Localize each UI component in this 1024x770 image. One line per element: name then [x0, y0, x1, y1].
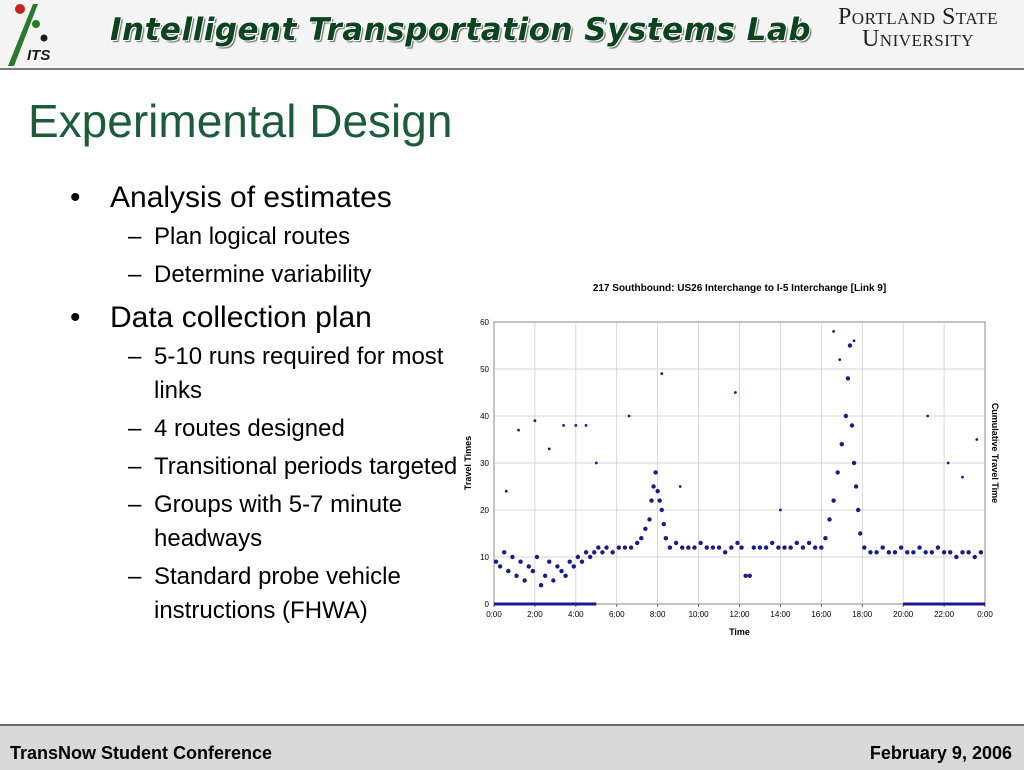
x-tick-label: 2:00: [527, 610, 543, 619]
data-point: [758, 545, 762, 549]
sub-bullet: – Transitional periods targeted: [128, 453, 458, 480]
y-axis-label: Travel Times: [463, 435, 473, 491]
data-point: [658, 498, 662, 502]
outlier-point: [734, 391, 737, 394]
sub-bullet-text: Groups with 5-7 minute headways: [154, 491, 403, 552]
data-point: [782, 545, 786, 549]
data-point: [617, 545, 621, 549]
x-tick-label: 4:00: [568, 610, 584, 619]
outlier-point: [585, 424, 588, 427]
sub-bullet: – Groups with 5-7 minute headways: [128, 491, 403, 552]
outlier-point: [832, 330, 835, 333]
outlier-point: [534, 419, 537, 422]
data-point: [852, 461, 856, 465]
data-point: [899, 545, 903, 549]
data-point: [739, 545, 743, 549]
data-point: [629, 545, 633, 549]
outlier-point: [779, 509, 782, 512]
data-point: [647, 517, 651, 521]
data-point: [844, 414, 848, 418]
data-point: [823, 536, 827, 540]
data-point: [555, 564, 559, 568]
data-point: [623, 545, 627, 549]
data-point: [960, 550, 964, 554]
sub-bullet-text: Transitional periods targeted: [154, 453, 458, 480]
data-point: [506, 569, 510, 573]
sub-bullet: – Standard probe vehicle instructions (FHWA): [128, 563, 401, 624]
data-point: [651, 484, 655, 488]
data-point: [827, 517, 831, 521]
bullet-list: [70, 180, 470, 628]
data-point: [635, 541, 639, 545]
data-point: [559, 569, 563, 573]
x-tick-label: 10:00: [688, 610, 709, 619]
data-point: [539, 583, 543, 587]
data-point: [604, 545, 608, 549]
data-point: [572, 564, 576, 568]
data-point: [856, 508, 860, 512]
outlier-point: [947, 462, 950, 465]
data-point: [717, 545, 721, 549]
data-point: [494, 560, 498, 564]
data-point: [819, 545, 823, 549]
data-point: [686, 545, 690, 549]
data-point: [776, 545, 780, 549]
data-point: [592, 550, 596, 554]
data-point: [514, 574, 518, 578]
y2-axis-label: Cumulative Travel Time: [990, 402, 1000, 504]
data-point: [801, 545, 805, 549]
data-point: [655, 489, 659, 493]
data-point: [764, 545, 768, 549]
data-point: [502, 550, 506, 554]
data-point: [752, 545, 756, 549]
data-point: [917, 545, 921, 549]
data-point: [668, 545, 672, 549]
header-banner: [0, 0, 1024, 70]
data-point: [698, 541, 702, 545]
outlier-point: [517, 429, 520, 432]
x-tick-label: 18:00: [852, 610, 873, 619]
data-point: [973, 555, 977, 559]
data-point: [942, 550, 946, 554]
x-tick-label: 14:00: [770, 610, 791, 619]
data-point: [813, 545, 817, 549]
data-point: [723, 550, 727, 554]
data-point: [893, 550, 897, 554]
data-point: [854, 484, 858, 488]
outlier-point: [505, 490, 508, 493]
data-point: [948, 550, 952, 554]
x-tick-label: 8:00: [649, 610, 666, 619]
outlier-point: [562, 424, 565, 427]
y-tick-label: 30: [480, 459, 489, 468]
data-point: [639, 536, 643, 540]
data-point: [850, 423, 854, 427]
bullet-text: Analysis of estimates: [110, 181, 392, 214]
data-point: [848, 343, 852, 347]
university-line1: Portland State: [837, 4, 999, 30]
data-point: [836, 470, 840, 474]
data-point: [576, 555, 580, 559]
data-point: [596, 545, 600, 549]
outlier-point: [679, 485, 682, 488]
data-point: [930, 550, 934, 554]
data-point: [674, 541, 678, 545]
outlier-point: [838, 358, 841, 361]
outlier-point: [853, 339, 856, 342]
footer-date: February 9, 2006: [869, 743, 1012, 763]
data-point: [584, 550, 588, 554]
outlier-point: [926, 415, 929, 418]
y-tick-label: 50: [480, 365, 489, 374]
data-point: [954, 555, 958, 559]
data-point: [936, 545, 940, 549]
data-point: [858, 531, 862, 535]
data-point: [831, 498, 835, 502]
data-point: [711, 545, 715, 549]
data-point: [535, 555, 539, 559]
data-point: [567, 560, 571, 564]
data-point: [743, 574, 747, 578]
data-point: [522, 578, 526, 582]
data-point: [748, 574, 752, 578]
bullet-section-heading: • Data collection plan: [70, 301, 372, 334]
sub-bullet-text: Plan logical routes: [154, 223, 351, 250]
slide-title: Experimental Design: [28, 95, 453, 147]
its-logo-text: ITS: [27, 47, 51, 64]
outlier-point: [574, 424, 577, 427]
data-point: [966, 550, 970, 554]
data-point: [868, 550, 872, 554]
x-tick-label: 0:00: [486, 610, 502, 619]
data-point: [580, 560, 584, 564]
x-axis-label: Time: [729, 627, 750, 637]
data-point: [531, 569, 535, 573]
footer-bar: [0, 724, 1024, 770]
data-point: [735, 541, 739, 545]
university-logo: [818, 6, 1018, 50]
data-point: [527, 564, 531, 568]
outlier-point: [975, 438, 978, 441]
travel-time-chart: [455, 272, 1015, 652]
data-point: [846, 376, 850, 380]
y-tick-label: 10: [480, 553, 489, 562]
data-point: [643, 527, 647, 531]
sub-bullet: – Determine variability: [128, 261, 372, 288]
bullet-text: Data collection plan: [110, 301, 372, 334]
chart-title: 217 Southbound: US26 Interchange to I-5 Interchange [Link 9]: [592, 283, 887, 294]
data-point: [705, 545, 709, 549]
data-point: [979, 550, 983, 554]
data-point: [862, 545, 866, 549]
data-point: [807, 541, 811, 545]
footer-conference: TransNow Student Conference: [10, 743, 273, 763]
data-point: [881, 545, 885, 549]
outlier-point: [548, 448, 551, 451]
university-line2: University: [861, 26, 975, 52]
data-point: [911, 550, 915, 554]
data-point: [905, 550, 909, 554]
data-point: [543, 574, 547, 578]
data-point: [788, 545, 792, 549]
data-point: [649, 498, 653, 502]
data-point: [874, 550, 878, 554]
sub-bullet-text: 5-10 runs required for most links: [154, 343, 444, 404]
x-tick-label: 6:00: [608, 610, 625, 619]
data-point: [563, 574, 567, 578]
its-logo: [0, 0, 66, 68]
data-point: [660, 508, 664, 512]
x-tick-label: 20:00: [893, 610, 914, 619]
lab-title: Intelligent Transportation Systems Lab: [110, 12, 812, 48]
x-tick-label: 16:00: [811, 610, 832, 619]
sub-bullet: – 5-10 runs required for most links: [128, 343, 444, 404]
y-tick-label: 20: [480, 506, 489, 515]
data-point: [653, 470, 657, 474]
outlier-point: [660, 372, 663, 375]
data-point: [662, 522, 666, 526]
data-point: [588, 555, 592, 559]
x-tick-label: 0:00: [977, 610, 993, 619]
data-point: [729, 545, 733, 549]
outlier-point: [961, 476, 964, 479]
y-tick-label: 0: [484, 600, 489, 609]
x-tick-label: 12:00: [729, 610, 750, 619]
data-point: [840, 442, 844, 446]
y-tick-label: 60: [480, 318, 489, 327]
sub-bullet: – Plan logical routes: [128, 223, 351, 250]
data-point: [680, 545, 684, 549]
sub-bullet-text: Determine variability: [154, 261, 372, 288]
data-point: [923, 550, 927, 554]
x-tick-label: 22:00: [934, 610, 955, 619]
data-point: [770, 541, 774, 545]
y-tick-label: 40: [480, 412, 489, 421]
data-point: [498, 564, 502, 568]
sub-bullet-text: 4 routes designed: [154, 415, 345, 442]
data-point: [518, 560, 522, 564]
data-point: [887, 550, 891, 554]
outlier-point: [628, 415, 631, 418]
bullet-section-heading: • Analysis of estimates: [70, 181, 392, 214]
outlier-point: [595, 462, 598, 465]
data-point: [795, 541, 799, 545]
data-point: [664, 536, 668, 540]
data-point: [510, 555, 514, 559]
data-point: [610, 550, 614, 554]
data-point: [551, 578, 555, 582]
data-point: [692, 545, 696, 549]
sub-bullet: – 4 routes designed: [128, 415, 345, 442]
data-point: [600, 550, 604, 554]
data-point: [547, 560, 551, 564]
sub-bullet-text: Standard probe vehicle instructions (FHWA): [154, 563, 401, 624]
